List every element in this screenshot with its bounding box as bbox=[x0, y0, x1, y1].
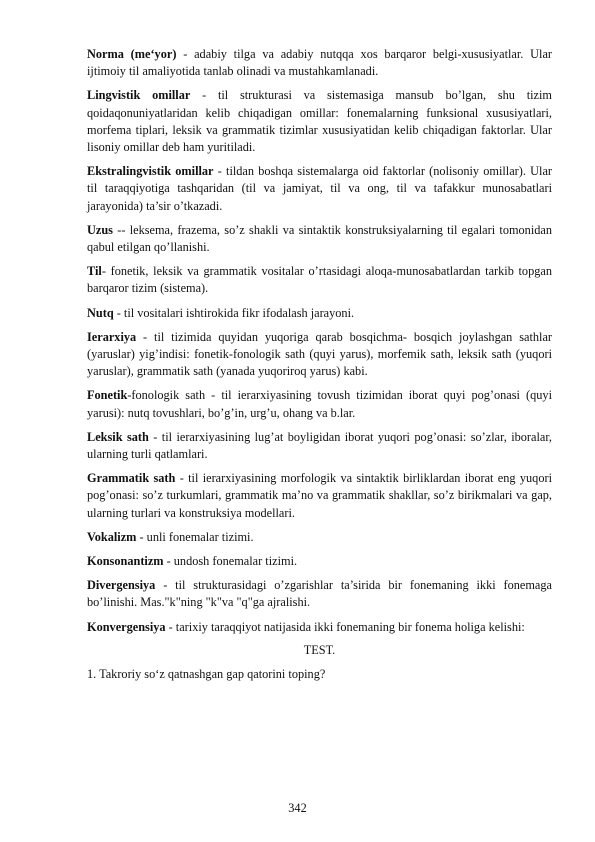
definition: -fonologik sath - til ierarxiyasining tovush tizimidan iborat quyi pog’onasi (quyi yarusi): nutq tovushlari, bo’g’in, urg’u, ohang va b.lar. bbox=[87, 388, 552, 420]
term: Lingvistik omillar bbox=[87, 88, 191, 103]
glossary-entry-nutq bbox=[87, 305, 552, 322]
definition: - til strukturasi va sistemasiga mansub bo’lgan, shu tizim qoidaqonuniyatlaridan kelib chiqadigan omillar: fonemalarning funksional xususiyatlari, morfema tiplari, leksik va grammatik tizimlar xususiyatidan kelib chiqadigan faktorlar. Ular lisoniy omillar deb ham yuritiladi. bbox=[87, 88, 552, 155]
term: Ierarxiya bbox=[87, 329, 137, 344]
definition: - tildan boshqa sistemalarga oid faktorlar (nolisoniy omillar). Ular til taraqqiyotiga tashqaridan (til va jamiyat, til va ong, til va tafakkur munosabatlari jarayonida) ta’sir o’tkazadi. bbox=[87, 164, 553, 213]
definition: - tarixiy taraqqiyot natijasida ikki fonemaning bir fonema holiga kelishi: bbox=[165, 619, 525, 634]
glossary-entry-norma bbox=[87, 46, 552, 80]
glossary-entry-ekstralingvistik-omillar bbox=[87, 163, 552, 215]
term: Grammatik sath bbox=[87, 471, 176, 486]
term: Nutq bbox=[87, 305, 114, 320]
glossary-entry-vokalizm bbox=[87, 529, 552, 546]
glossary-entry-grammatik-sath bbox=[87, 470, 552, 522]
term: Konsonantizm bbox=[87, 554, 164, 569]
definition: - adabiy tilga va adabiy nutqqa xos barqaror belgi-xususiyatlar. Ular ijtimoiy til amaliyotida tanlab olinadi va mustahkamlanadi. bbox=[87, 47, 552, 79]
glossary-entry-til bbox=[87, 263, 552, 297]
term: Uzus bbox=[87, 222, 113, 237]
definition: - til ierarxiyasining lug’at boyligidan iborat yuqori pog’onasi: so’zlar, iboralar, ularning turli qatlamlari. bbox=[87, 429, 553, 462]
glossary-entry-divergensiya bbox=[87, 577, 552, 611]
term: Til bbox=[87, 264, 102, 279]
test-heading: TEST. bbox=[303, 642, 336, 657]
document-page bbox=[87, 46, 552, 683]
term: Divergensiya bbox=[87, 578, 156, 593]
term: Norma (me‘yor) bbox=[87, 47, 177, 61]
term: Konvergensiya bbox=[87, 619, 166, 634]
glossary-entry-uzus bbox=[87, 222, 552, 256]
term: Vokalizm bbox=[87, 529, 137, 544]
definition: - til tizimida quyidan yuqoriga qarab bosqichma- bosqich joylashgan sathlar (yaruslar) yig’indisi: fonetik-fonologik sath (quyi yarus), morfemik sath, leksik sath (yuqori yaruslar), grammatik sath (yanada yuqoriroq yarus) kabi. bbox=[87, 329, 552, 379]
definition: - til vositalari ishtirokida fikr ifodalash jarayoni. bbox=[113, 305, 355, 320]
definition: - fonetik, leksik va grammatik vositalar o’rtasidagi aloqa-munosabatlardan tarkib topgan barqaror tizim (sistema). bbox=[87, 264, 552, 296]
definition: - unli fonemalar tizimi. bbox=[136, 529, 254, 544]
page-number: 342 bbox=[288, 801, 307, 815]
term: Ekstralingvistik omillar bbox=[87, 164, 214, 179]
glossary-entry-fonetik bbox=[87, 387, 552, 421]
glossary-entry-leksik-sath bbox=[87, 429, 552, 463]
glossary-entry-lingvistik-omillar bbox=[87, 87, 552, 156]
term: Fonetik bbox=[87, 388, 128, 403]
glossary-entry-konsonantizm bbox=[87, 553, 552, 570]
glossary-entry-konvergensiya bbox=[87, 619, 552, 636]
definition: - undosh fonemalar tizimi. bbox=[163, 554, 298, 569]
glossary-entry-ierarxiya bbox=[87, 329, 552, 381]
definition: - til strukturasidagi o’zgarishlar ta’sirida bir fonemaning ikki fonemaga bo’linishi. Mas."k"ning "k"va "q"ga ajralishi. bbox=[87, 578, 552, 610]
test-question-1: 1. Takroriy so‘z qatnashgan gap qatorini toping? bbox=[87, 667, 326, 682]
definition: - til ierarxiyasining morfologik va sintaktik birliklardan iborat eng yuqori pog’onasi: so’z turkumlari, grammatik ma’no va grammatik shakllar, so’z birikmalari va gap, ularning turlari va konstruksiya modellari. bbox=[87, 471, 552, 520]
definition: -- leksema, frazema, so’z shakli va sintaktik konstruksiyalarning til egalari tomonidan qabul etilgan qo’llanishi. bbox=[87, 222, 552, 255]
term: Leksik sath bbox=[87, 429, 149, 444]
